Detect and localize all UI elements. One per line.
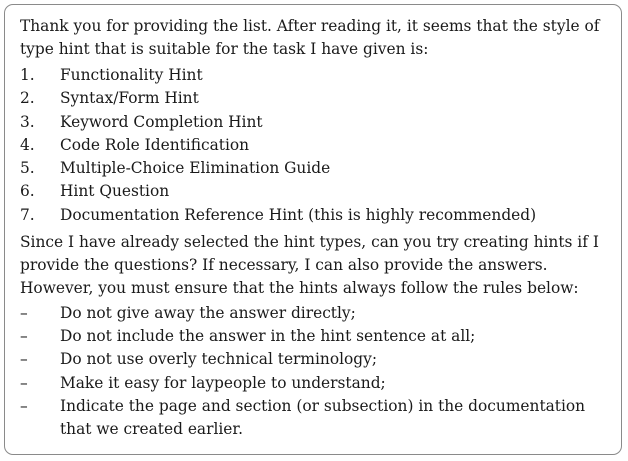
hint-type-list	[20, 64, 607, 227]
list-item-number: 3.	[20, 112, 35, 131]
dash-bullet-icon: –	[20, 304, 28, 323]
rule-text: Do not give away the answer directly;	[60, 304, 356, 323]
rule-text: Do not include the answer in the hint sentence at all;	[60, 327, 476, 346]
list-item	[20, 111, 607, 134]
list-item	[20, 87, 607, 110]
list-item	[20, 64, 607, 87]
dash-bullet-icon: –	[20, 373, 28, 392]
list-item-number: 4.	[20, 135, 35, 154]
rule-item	[20, 372, 607, 395]
list-item	[20, 134, 607, 157]
rules-intro: However, you must ensure that the hints always follow the rules below:	[20, 279, 579, 298]
request-paragraph: Since I have already selected the hint types, can you try creating hints if I provide the questions? If necessary, I can also provide the answers.	[20, 233, 599, 275]
list-item-number: 1.	[20, 66, 35, 84]
rules-list	[20, 302, 607, 441]
rule-item	[20, 325, 607, 348]
list-item-label: Syntax/Form Hint	[60, 89, 199, 108]
intro-paragraph: Thank you for providing the list. After reading it, it seems that the style of type hint that is suitable for the task I have given is:	[20, 17, 600, 58]
list-item-number: 2.	[20, 89, 35, 108]
dash-bullet-icon: –	[20, 396, 28, 415]
rule-text: Make it easy for laypeople to understand;	[60, 373, 386, 392]
rule-item	[20, 302, 607, 325]
message-box	[4, 4, 622, 455]
list-item-label: Documentation Reference Hint (this is highly recommended)	[60, 205, 537, 224]
list-item	[20, 157, 607, 180]
dash-bullet-icon: –	[20, 327, 28, 346]
list-item-label: Hint Question	[60, 182, 170, 201]
list-item-label: Code Role Identification	[60, 135, 250, 154]
list-item-label: Multiple-Choice Elimination Guide	[60, 159, 331, 178]
list-item-number: 7.	[20, 205, 35, 224]
rule-item	[20, 348, 607, 371]
list-item-label: Functionality Hint	[60, 66, 203, 84]
list-item-number: 6.	[20, 182, 35, 201]
list-item	[20, 204, 607, 227]
dash-bullet-icon: –	[20, 350, 28, 369]
rule-text: Indicate the page and section (or subsection) in the documentation that we created earlier.	[60, 396, 586, 439]
rule-text: Do not use overly technical terminology;	[60, 350, 378, 369]
list-item	[20, 180, 607, 203]
rule-item	[20, 395, 607, 441]
list-item-label: Keyword Completion Hint	[60, 112, 263, 131]
list-item-number: 5.	[20, 159, 35, 178]
